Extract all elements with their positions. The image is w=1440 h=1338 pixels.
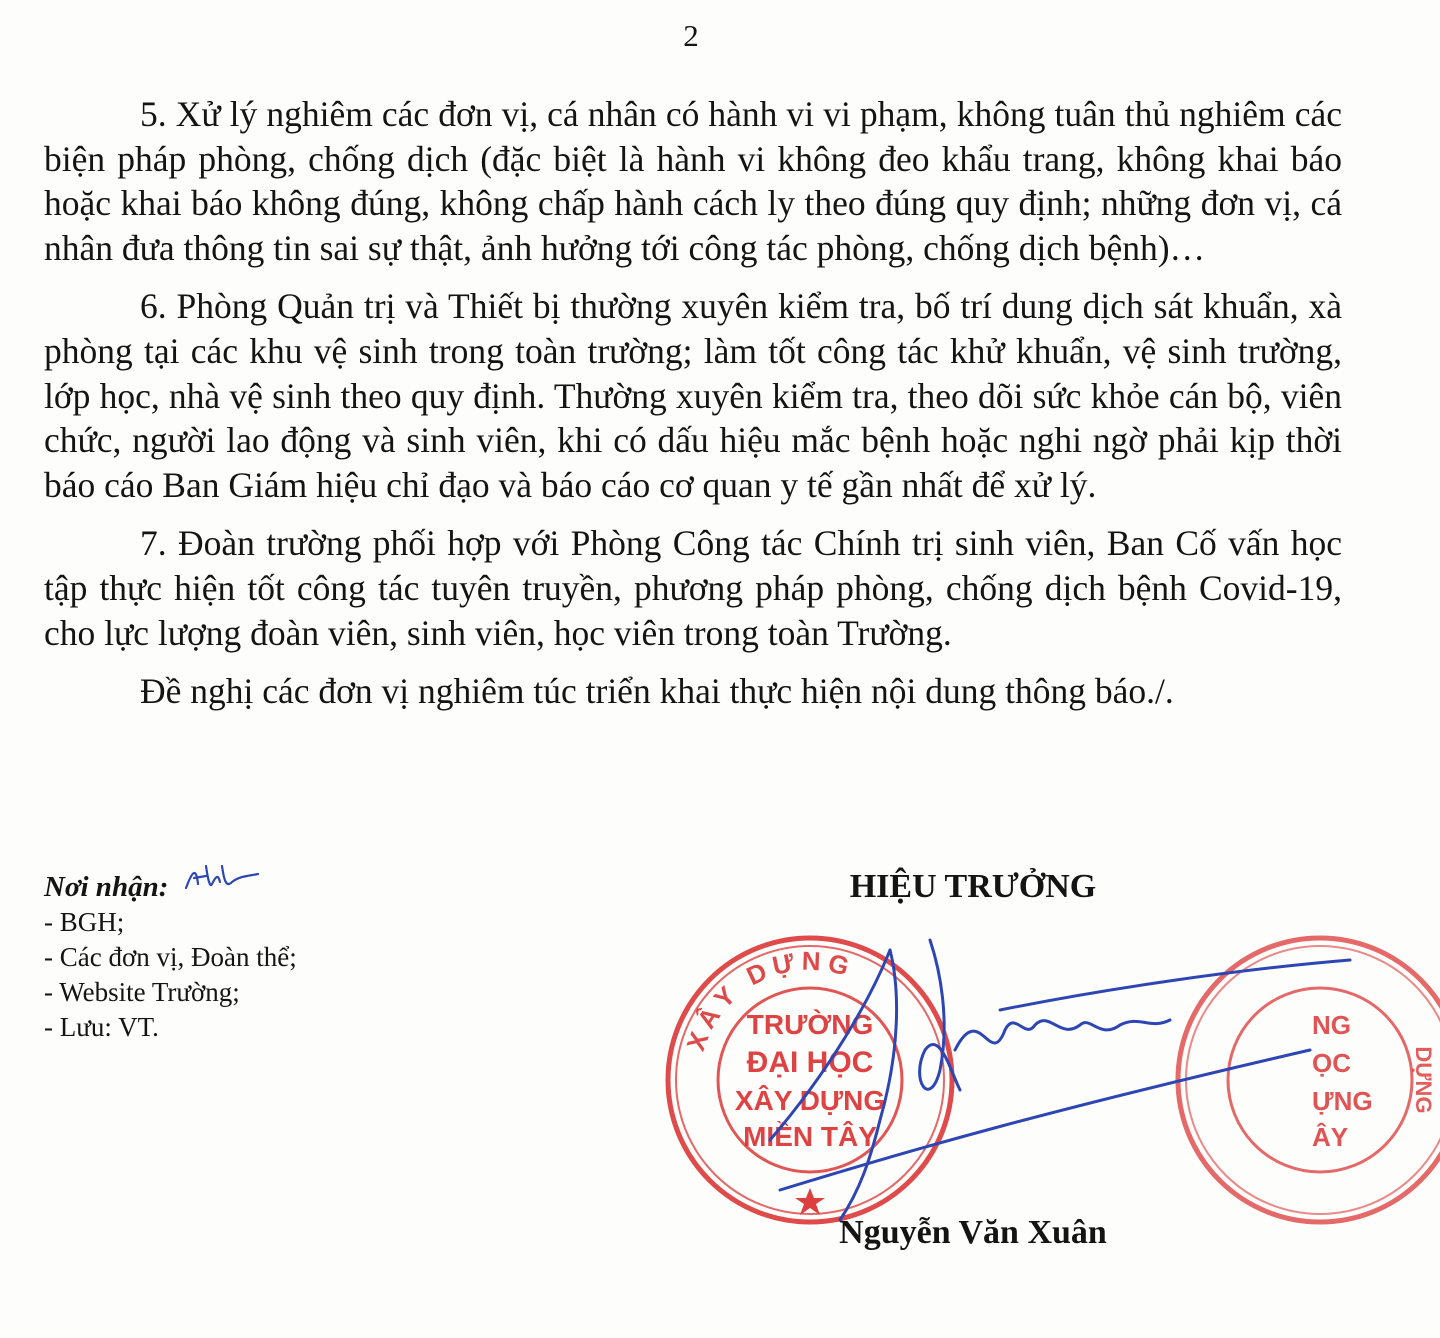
recipients-block <box>44 870 564 1045</box>
partial-seal-line-1: NG <box>1312 1010 1351 1040</box>
seal-line-3: XÂY DỰNG <box>734 1085 886 1116</box>
partial-seal-ring-text: DỰNG <box>1411 1046 1436 1114</box>
recipients-title-text: Nơi nhận: <box>44 871 169 903</box>
handwritten-initials <box>182 862 262 898</box>
paragraph-5: 5. Xử lý nghiêm các đơn vị, cá nhân có hành vi vi phạm, không tuân thủ nghiêm các biện pháp phòng, chống dịch (đặc biệt là hành vi không đeo khẩu trang, không khai báo hoặc khai báo không đúng, không chấp hành cách ly theo đúng quy định; những đơn vị, cá nhân đưa thông tin sai sự thật, ảnh hưởng tới công tác phòng, chống dịch bệnh)… <box>44 94 1342 268</box>
recipient-item: - Các đơn vị, Đoàn thể; <box>44 940 564 975</box>
partial-seal-line-2: ỌC <box>1312 1048 1351 1078</box>
page-number: 2 <box>683 18 699 53</box>
closing-sentence: Đề nghị các đơn vị nghiêm túc triển khai thực hiện nội dung thông báo./. <box>140 671 1174 712</box>
seal-line-4: MIỀN TÂY <box>743 1121 877 1152</box>
recipient-item: - Lưu: VT. <box>44 1010 564 1045</box>
signer-title: HIỆU TRƯỞNG <box>849 868 1097 905</box>
paragraph-6: 6. Phòng Quản trị và Thiết bị thường xuyên kiểm tra, bố trí dung dịch sát khuẩn, xà phòng tại các khu vệ sinh trong toàn trường; làm tốt công tác khử khuẩn, vệ sinh trường, lớp học, nhà vệ sinh theo quy định. Thường xuyên kiểm tra, theo dõi sức khỏe cán bộ, viên chức, người lao động và sinh viên, khi có dấu hiệu mắc bệnh hoặc nghi ngờ phải kịp thời báo cáo Ban Giám hiệu chỉ đạo và báo cáo cơ quan y tế gần nhất để xử lý. <box>44 286 1342 505</box>
recipient-item: - Website Trường; <box>44 975 564 1010</box>
signature-block <box>660 860 1440 1300</box>
recipient-item: - BGH; <box>44 905 564 940</box>
partial-seal-line-3: ỰNG <box>1312 1086 1373 1116</box>
recipients-list <box>44 905 564 1045</box>
document-body <box>44 92 1342 728</box>
seal-line-1: TRƯỜNG <box>746 1009 874 1040</box>
seal-line-2: ĐẠI HỌC <box>746 1046 874 1079</box>
partial-seal-line-4: ÂY <box>1312 1122 1349 1152</box>
recipients-title <box>44 870 168 905</box>
signer-name: Nguyễn Văn Xuân <box>839 1214 1107 1251</box>
paragraph-7: 7. Đoàn trường phối hợp với Phòng Công tác Chính trị sinh viên, Ban Cố vấn học tập thực hiện tốt công tác tuyên truyền, phương pháp phòng, chống dịch bệnh Covid-19, cho lực lượng đoàn viên, sinh viên, học viên trong toàn Trường. <box>44 523 1342 653</box>
handwritten-signature <box>750 930 1370 1230</box>
seal-ring-text: XÂY DỰNG <box>680 945 859 1055</box>
